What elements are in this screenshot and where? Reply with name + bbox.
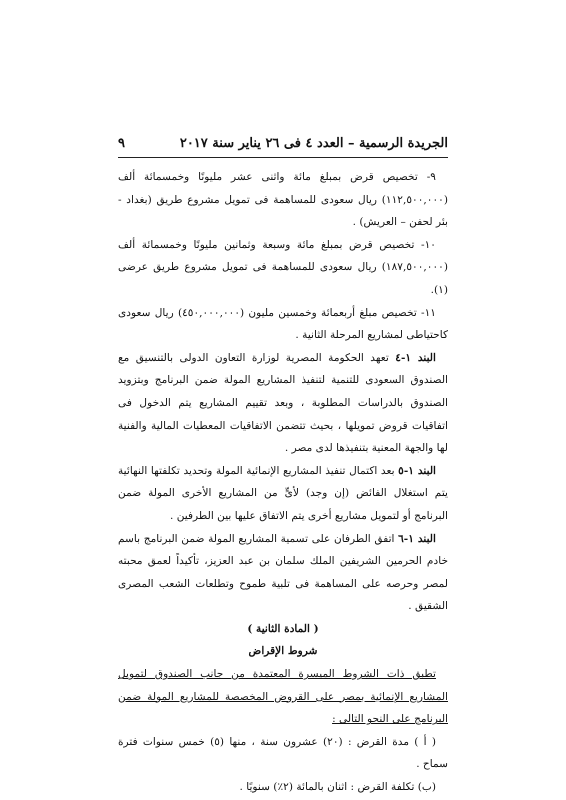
clause-1-5: [118, 460, 448, 528]
clause-1-6: [118, 528, 448, 618]
term-b: (ب) تكلفة القرض : اثنان بالمائة (٢٪) سنويًا .: [239, 781, 436, 794]
clause-text: تعهد الحكومة المصرية لوزارة التعاون الدولى بالتنسيق مع الصندوق السعودى للتنمية لتنفيذ المشاريع المولة ضمن البرنامج وبتزويد الصندوق بالدراسات المطلوبة ، وبعد تقييم المشاريع يتم الدخول فى اتفاقيات قروض تمويلها ، بحيث تتضمن الاتفاقيات المعطيات المالية والفنية لها والجهة المعنية بتنفيذها لدى مصر .: [118, 351, 448, 455]
clause-text: بعد اكتمال تنفيذ المشاريع الإنمائية المولة وتحديد تكلفتها النهائية يتم استغلال الفائض (إن وجد) لأىٍّ من المشاريع الأخرى المولة ضمن البرنامج أو لتمويل مشاريع أخرى يتم الاتفاق عليها بين الطرفين .: [118, 464, 448, 522]
clause-label: البند ١-٤: [395, 351, 436, 364]
page-number: ٩: [118, 135, 125, 151]
clause-label: البند ١-٥: [398, 464, 436, 477]
article-heading: ( المادة الثانية ): [247, 622, 319, 635]
clause-text: اتفق الطرفان على تسمية المشاريع المولة ضمن البرنامج باسم خادم الحرمين الشريفين الملك سلمان بن عبد العزيز، تأكيداً لعمق محبته لمصر وحرصه على المساهمة فى تلبية طموح وتطلعات الشعب المصرى الشقيق .: [118, 532, 448, 613]
header-divider: [118, 157, 448, 158]
item-10: ١٠- تخصيص قرض بمبلغ مائة وسبعة وثمانين مليونًا وخمسمائة ألف (١٨٧,٥٠٠,٠٠٠) ريال سعودى للمساهمة فى تمويل مشروع طريق عرضى (١).: [118, 238, 448, 296]
page-header: [118, 133, 448, 153]
term-a: ( أ ) مدة القرض : (٢٠) عشرون سنة ، منها (٥) خمس سنوات فترة سماح .: [118, 735, 448, 771]
article-subheading: شروط الإقراض: [248, 645, 318, 658]
item-9: ٩- تخصيص قرض بمبلغ مائة واثنى عشر مليونًا وخمسمائة ألف (١١٢,٥٠٠,٠٠٠) ريال سعودى للمساهمة فى تمويل مشروع طريق (بغداد - بئر لحفن – العريش) .: [118, 171, 448, 229]
item-11: ١١- تخصيص مبلغ أربعمائة وخمسين مليون (٤٥٠,٠٠٠,٠٠٠) ريال سعودى كاحتياطى لمشاريع المرحلة الثانية .: [118, 306, 448, 342]
clause-label: البند ١-٦: [398, 532, 436, 545]
loan-terms-intro: تطبق ذات الشروط الميسرة المعتمدة من جانب الصندوق لتمويل المشاريع الإنمائية بمصر على القروض المخصصة للمشاريع المولة ضمن البرنامج على النحو التالى :: [118, 668, 448, 726]
document-body: [118, 166, 448, 799]
clause-1-4: [118, 347, 448, 460]
gazette-title: الجريدة الرسمية – العدد ٤ فى ٢٦ يناير سنة ٢٠١٧: [179, 135, 448, 151]
